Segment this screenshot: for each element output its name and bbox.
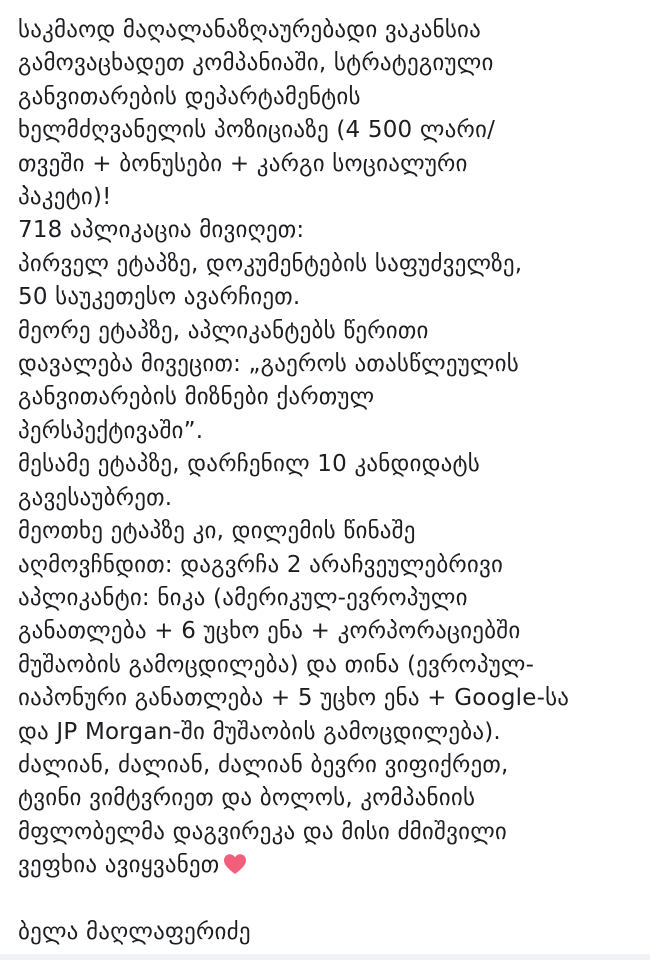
post-line-last xyxy=(18,849,632,882)
post-line: გამოვაცხადეთ კომპანიაში, სტრატეგიული xyxy=(18,50,494,77)
post-line: 718 აპლიკაცია მივიღეთ: xyxy=(18,217,305,244)
post-line: აღმოვჩნდით: დაგვრჩა 2 არაჩვეულებრივი xyxy=(18,551,504,578)
post-line: პაკეტი)! xyxy=(18,184,112,211)
post-text xyxy=(18,14,632,949)
post-line: და JP Morgan-ში მუშაობის გამოცდილება). xyxy=(18,718,501,745)
post-line: მეორე ეტაპზე, აპლიკანტებს წერითი xyxy=(18,317,429,344)
post-line: იაპონური განათლება + 5 უცხო ენა + Google-სა xyxy=(18,685,570,712)
paragraph-spacer xyxy=(18,883,632,916)
post-line: მესამე ეტაპზე, დარჩენილ 10 კანდიდატს xyxy=(18,451,480,478)
post-line: დავალება მივეცით: „გაეროს ათასწლეულის xyxy=(18,351,519,378)
post-line: თვეში + ბონუსები + კარგი სოციალური xyxy=(18,150,468,177)
post-line: პირველ ეტაპზე, დოკუმენტების საფუძველზე, xyxy=(18,250,523,277)
post-line: ხელმძღვანელის პოზიციაზე (4 500 ლარი/ xyxy=(18,117,496,144)
post-line: 50 საუკეთესო ავარჩიეთ. xyxy=(18,284,301,311)
post-line: განვითარების დეპარტამენტის xyxy=(18,83,361,110)
post-line: საკმაოდ მაღალანაზღაურებადი ვაკანსია xyxy=(18,17,482,43)
post-line: განვითარების მიზნები ქართულ xyxy=(18,384,375,411)
post-line: ძალიან, ძალიან, ძალიან ბევრი ვიფიქრეთ, xyxy=(18,751,509,778)
post-line: მუშაობის გამოცდილება) და თინა (ევროპულ- xyxy=(18,651,535,678)
post-line: მფლობელმა დაგვირეკა და მისი ძმიშვილი xyxy=(18,818,507,845)
post-line: გავესაუბრეთ. xyxy=(18,484,173,511)
post-line-text: ვეფხია ავიყვანეთ xyxy=(18,852,220,879)
post-line: განათლება + 6 უცხო ენა + კორპორაციებში xyxy=(18,618,521,645)
feed-divider xyxy=(0,954,650,960)
post-signature: ბელა მაღლაფერიძე xyxy=(18,918,251,945)
post-line: ტვინი ვიმტვრიეთ და ბოლოს, კომპანიის xyxy=(18,785,476,812)
post-line: მეოთხე ეტაპზე კი, დილემის წინაშე xyxy=(18,518,416,545)
heart-emoji-icon xyxy=(223,853,247,875)
post-line: აპლიკანტი: ნიკა (ამერიკულ-ევროპული xyxy=(18,584,468,611)
post-line: პერსპექტივაში”. xyxy=(18,417,204,444)
